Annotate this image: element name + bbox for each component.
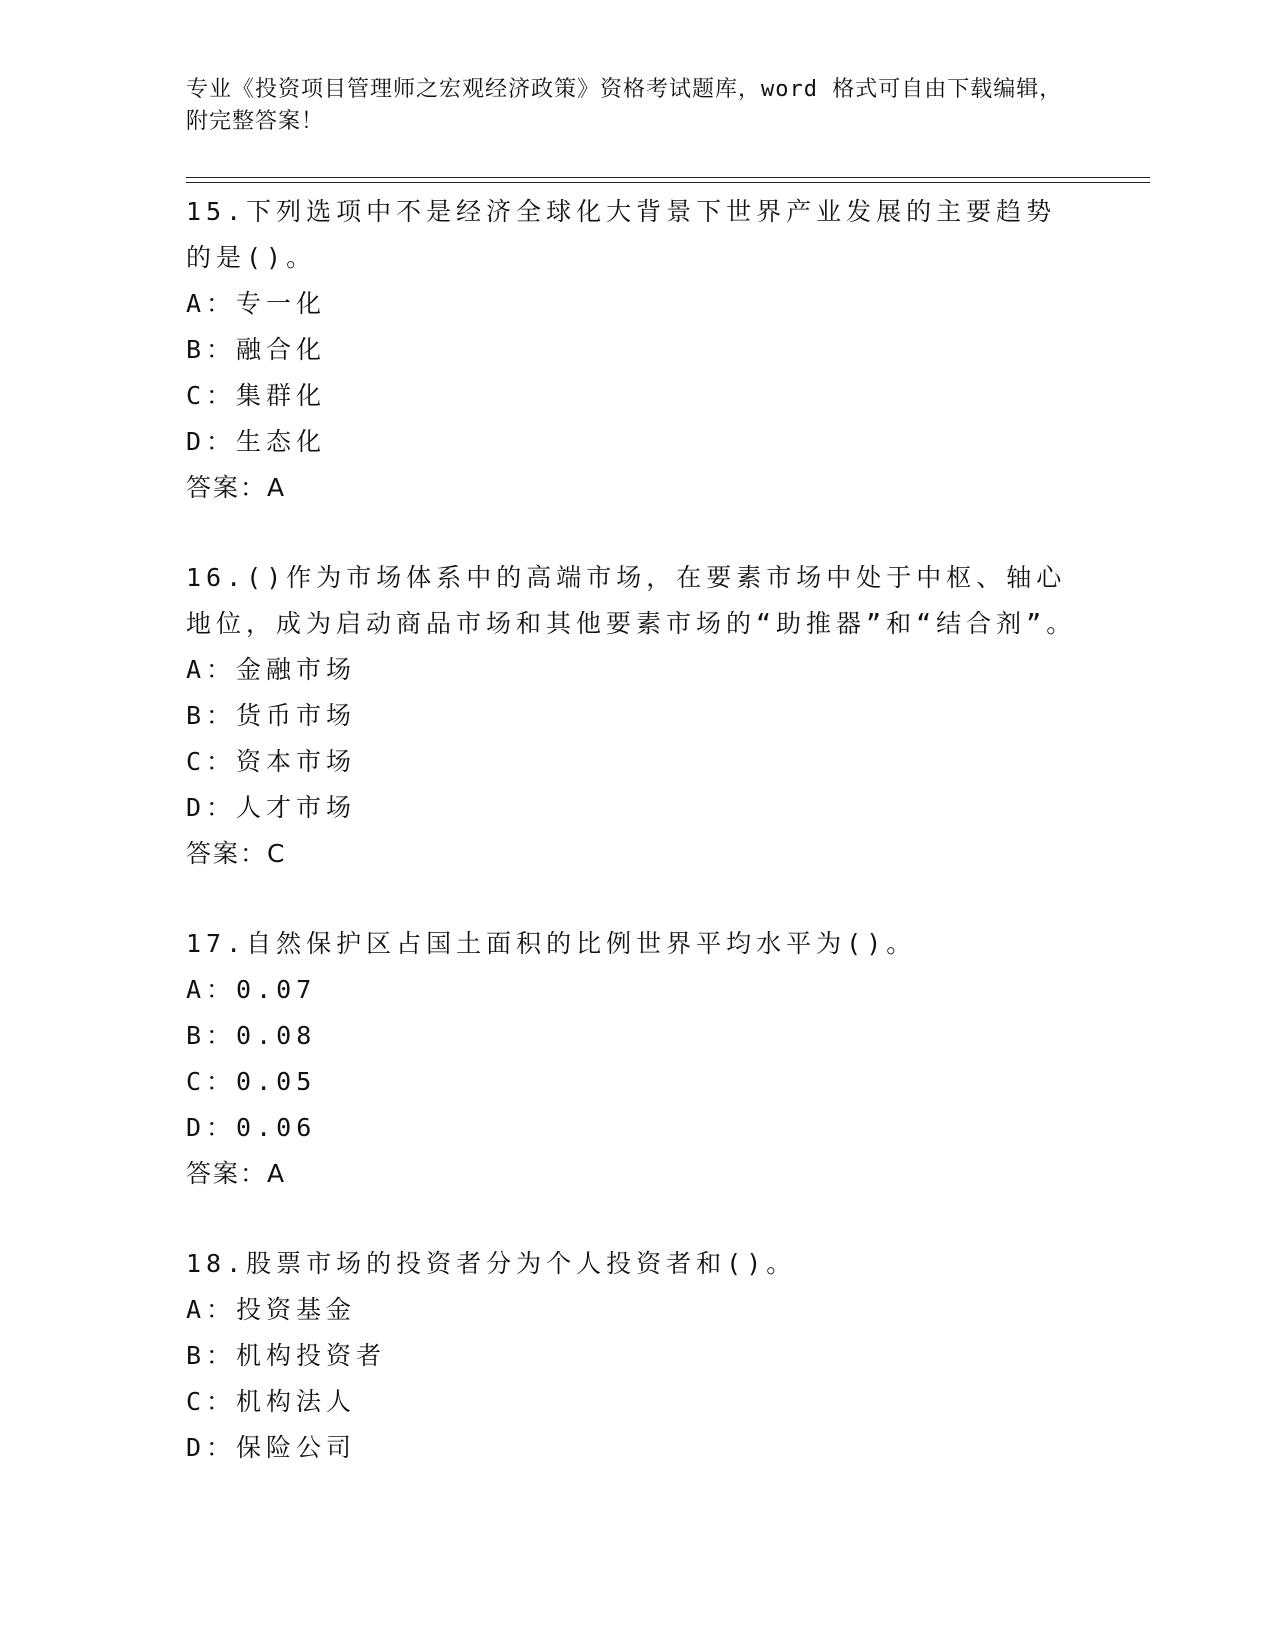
- option-c: C：集群化: [186, 381, 327, 410]
- answer: 答案：A: [186, 473, 287, 502]
- option-d: D：保险公司: [186, 1433, 357, 1462]
- question-stem: 18.股票市场的投资者分为个人投资者和()。: [186, 1249, 797, 1278]
- option-a: A：专一化: [186, 289, 327, 318]
- option-d: D：人才市场: [186, 793, 357, 822]
- option-c: C：0.05: [186, 1067, 317, 1096]
- option-c: C：机构法人: [186, 1387, 357, 1416]
- answer: 答案：A: [186, 1159, 287, 1188]
- option-d: D：0.06: [186, 1113, 317, 1142]
- question-18: [186, 1241, 1086, 1471]
- option-d: D：生态化: [186, 427, 327, 456]
- header-divider-top: [186, 177, 1150, 178]
- option-a: A：投资基金: [186, 1295, 357, 1324]
- question-stem: 15.下列选项中不是经济全球化大背景下世界产业发展的主要趋势的是()。: [186, 197, 1057, 272]
- option-b: B：融合化: [186, 335, 327, 364]
- answer: 答案：C: [186, 839, 287, 868]
- question-17: [186, 921, 1086, 1197]
- question-stem: 17.自然保护区占国土面积的比例世界平均水平为()。: [186, 929, 917, 958]
- option-b: B：机构投资者: [186, 1341, 387, 1370]
- document-header: 专业《投资项目管理师之宏观经济政策》资格考试题库，word 格式可自由下载编辑，附完整答案！: [186, 77, 1063, 134]
- option-b: B：货币市场: [186, 701, 357, 730]
- question-16: [186, 555, 1086, 877]
- question-15: [186, 189, 1086, 511]
- header-divider-bottom: [186, 182, 1150, 183]
- option-a: A：0.07: [186, 975, 317, 1004]
- option-a: A：金融市场: [186, 655, 357, 684]
- option-c: C：资本市场: [186, 747, 357, 776]
- question-stem: 16.()作为市场体系中的高端市场，在要素市场中处于中枢、轴心地位，成为启动商品市场和其他要素市场的“助推器”和“结合剂”。: [186, 563, 1077, 638]
- option-b: B：0.08: [186, 1021, 317, 1050]
